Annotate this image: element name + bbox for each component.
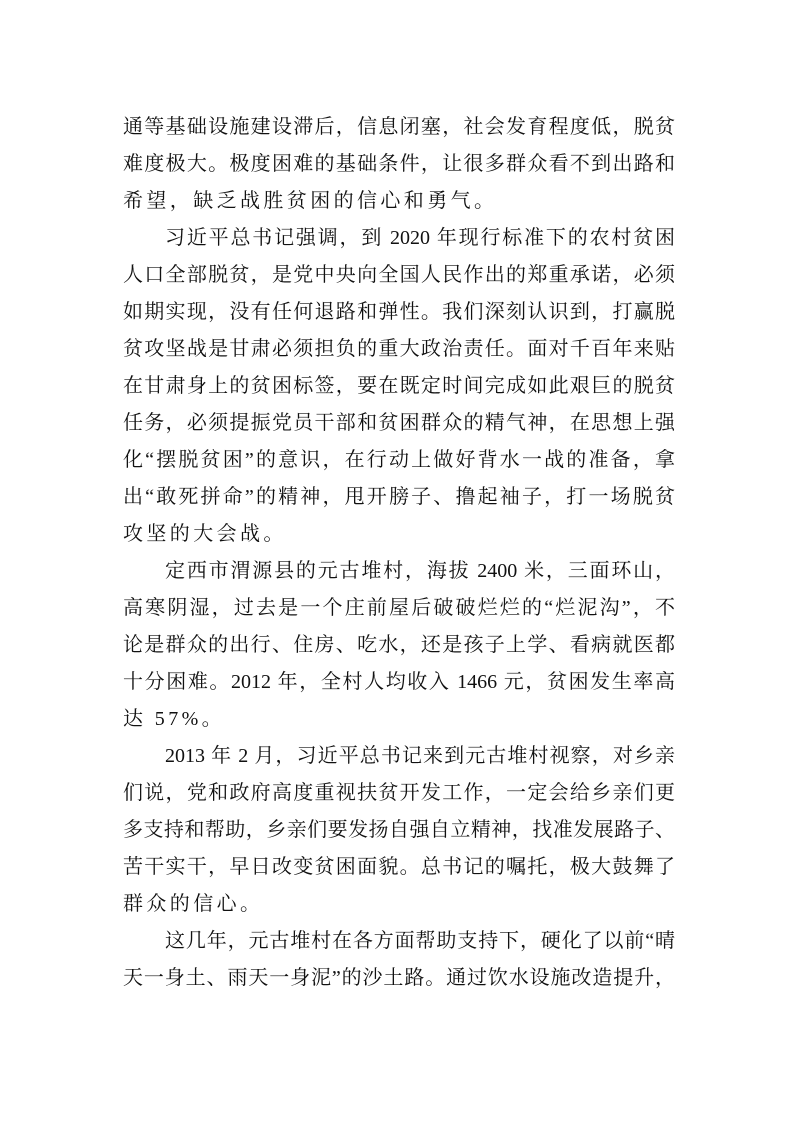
text-line: 难度极大。极度困难的基础条件，让很多群众看不到出路和 [123,153,675,175]
text-line: 如期实现，没有任何退路和弹性。我们深刻认识到，打赢脱 [123,301,675,323]
text-line: 希望，缺乏战胜贫困的信心和勇气。 [123,190,498,212]
text-line: 贫攻坚战是甘肃必须担负的重大政治责任。面对千百年来贴 [123,338,675,360]
text-line: 苦干实干，早日改变贫困面貌。总书记的嘱托，极大鼓舞了 [123,856,675,878]
text-line: 攻坚的大会战。 [123,523,287,545]
text-line: 天一身土、雨天一身泥”的沙土路。通过饮水设施改造提升， [123,967,675,989]
text-line: 达 57%。 [123,708,226,730]
text-line: 通等基础设施建设滞后，信息闭塞，社会发育程度低，脱贫 [123,116,675,138]
text-line: 论是群众的出行、住房、吃水，还是孩子上学、看病就医都 [123,634,675,656]
text-line: 2013 年 2 月，习近平总书记来到元古堆村视察，对乡亲 [165,745,675,767]
text-line: 群众的信心。 [123,893,264,915]
text-line: 在甘肃身上的贫困标签，要在既定时间完成如此艰巨的脱贫 [123,375,675,397]
text-line: 人口全部脱贫，是党中央向全国人民作出的郑重承诺，必须 [123,264,675,286]
text-line: 高寒阴湿，过去是一个庄前屋后破破烂烂的“烂泥沟”，不 [123,597,675,619]
text-line: 出“敢死拼命”的精神，甩开膀子、撸起袖子，打一场脱贫 [123,486,675,508]
text-line: 定西市渭源县的元古堆村，海拔 2400 米，三面环山， [165,560,675,582]
text-line: 多支持和帮助，乡亲们要发扬自强自立精神，找准发展路子、 [123,819,675,841]
text-line: 化“摆脱贫困”的意识，在行动上做好背水一战的准备，拿 [123,449,675,471]
text-line: 这几年，元古堆村在各方面帮助支持下，硬化了以前“晴 [165,930,675,952]
text-line: 们说，党和政府高度重视扶贫开发工作，一定会给乡亲们更 [123,782,675,804]
text-line: 习近平总书记强调，到 2020 年现行标准下的农村贫困 [165,227,675,249]
text-line: 任务，必须提振党员干部和贫困群众的精气神，在思想上强 [123,412,675,434]
text-line: 十分困难。2012 年，全村人均收入 1466 元，贫困发生率高 [123,671,675,693]
